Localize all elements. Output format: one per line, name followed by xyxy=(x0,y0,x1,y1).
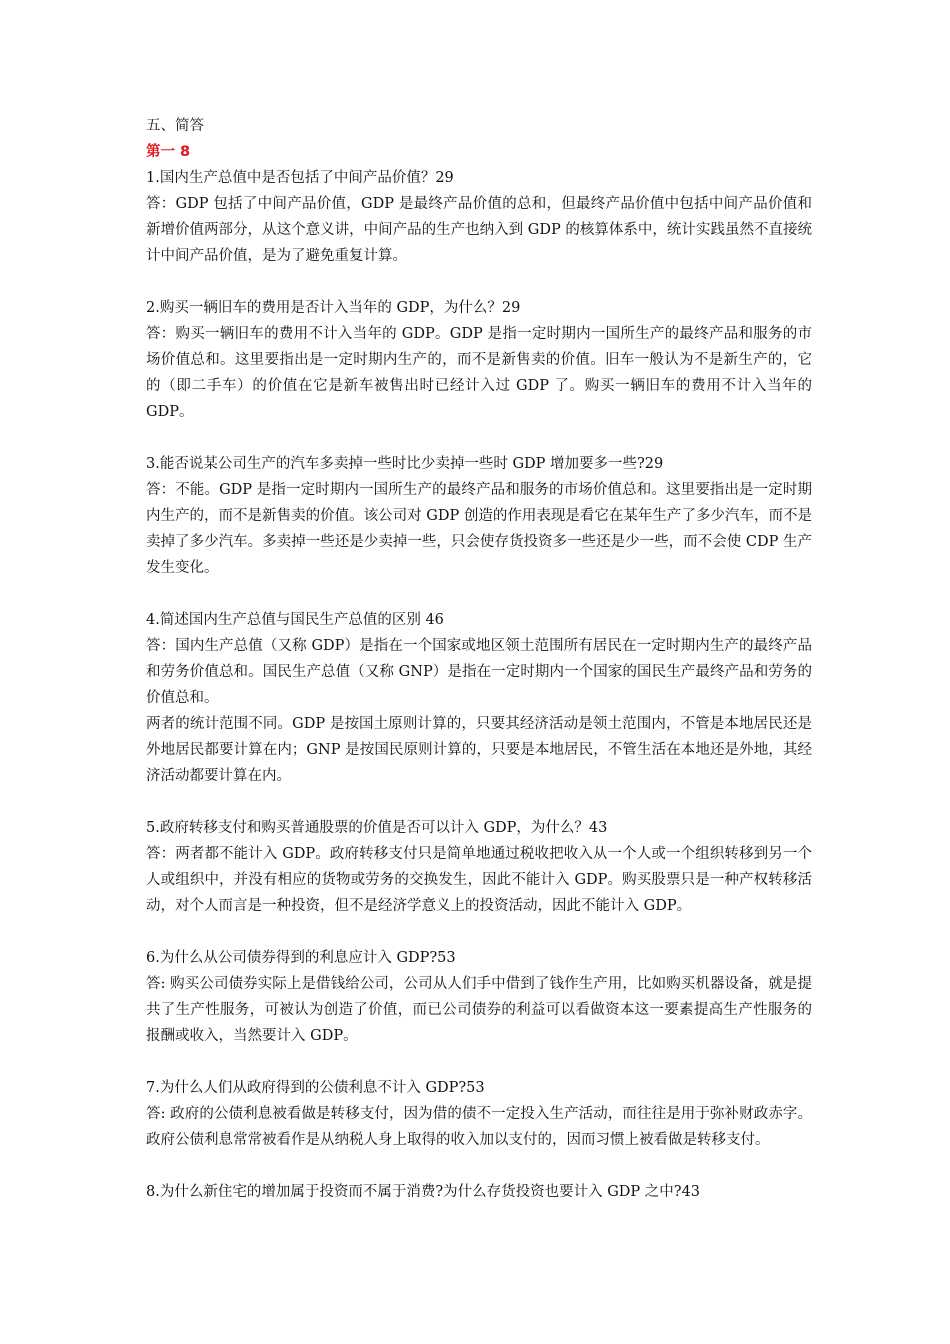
question-2: 2.购买一辆旧车的费用是否计入当年的 GDP，为什么？29 xyxy=(146,300,521,316)
question-7: 7.为什么人们从政府得到的公债利息不计入 GDP?53 xyxy=(146,1080,485,1096)
answer-7: 答: 政府的公债利息被看做是转移支付，因为借的债不一定投入生产活动，而往往是用于弥补财政赤字。政府公债利息常常被看作是从纳税人身上取得的收入加以支付的，因而习惯上被看做是转移支付。 xyxy=(146,1106,812,1148)
section-heading: 五、简答 xyxy=(146,118,204,134)
answer-1: 答：GDP 包括了中间产品价值，GDP 是最终产品价值的总和，但最终产品价值中包括中间产品价值和新增价值两部分，从这个意义讲，中间产品的生产也纳入到 GDP 的核算体系中，统计实践虽然不直接统计中间产品价值，是为了避免重复计算。 xyxy=(146,196,812,264)
paragraph-gap xyxy=(146,1153,812,1179)
answer-4-part-1: 答：国内生产总值（又称 GDP）是指在一个国家或地区领土范围所有居民在一定时期内生产的最终产品和劳务价值总和。国民生产总值（又称 GNP）是指在一定时期内一个国家的国民生产最终产品和劳务的价值总和。 xyxy=(146,638,812,706)
question-6: 6.为什么从公司债券得到的利息应计入 GDP?53 xyxy=(146,950,456,966)
question-4: 4.简述国内生产总值与国民生产总值的区别 46 xyxy=(146,612,444,628)
question-1: 1.国内生产总值中是否包括了中间产品价值？29 xyxy=(146,170,454,186)
paragraph-gap xyxy=(146,425,812,451)
question-8: 8.为什么新住宅的增加属于投资而不属于消费?为什么存货投资也要计入 GDP 之中?43 xyxy=(146,1184,701,1200)
question-3: 3.能否说某公司生产的汽车多卖掉一些时比少卖掉一些时 GDP 增加要多一些?29 xyxy=(146,456,664,472)
answer-5: 答：两者都不能计入 GDP。政府转移支付只是简单地通过税收把收入从一个人或一个组织转移到另一个人或组织中，并没有相应的货物或劳务的交换发生，因此不能计入 GDP。购买股票只是一种产权转移活动，对个人而言是一种投资，但不是经济学意义上的投资活动，因此不能计入 GDP。 xyxy=(146,846,812,914)
answer-6: 答: 购买公司债券实际上是借钱给公司，公司从人们手中借到了钱作生产用，比如购买机器设备，就是提共了生产性服务，可被认为创造了价值，而已公司债券的利益可以看做资本这一要素提高生产性服务的报酬或收入，当然要计入 GDP。 xyxy=(146,976,812,1044)
paragraph-gap xyxy=(146,269,812,295)
paragraph-gap xyxy=(146,789,812,815)
answer-2: 答：购买一辆旧车的费用不计入当年的 GDP。GDP 是指一定时期内一国所生产的最终产品和服务的市场价值总和。这里要指出是一定时期内生产的，而不是新售卖的价值。旧车一般认为不是新生产的，它的（即二手车）的价值在它是新车被售出时已经计入过 GDP 了。购买一辆旧车的费用不计入当年的 GDP。 xyxy=(146,326,812,420)
paragraph-gap xyxy=(146,919,812,945)
chapter-subheading: 第一 8 xyxy=(146,144,191,160)
paragraph-gap xyxy=(146,1049,812,1075)
answer-4-part-2: 两者的统计范围不同。GDP 是按国土原则计算的，只要其经济活动是领土范围内，不管是本地居民还是外地居民都要计算在内；GNP 是按国民原则计算的，只要是本地居民，不管生活在本地还是外地，其经济活动都要计算在内。 xyxy=(146,716,812,784)
paragraph-gap xyxy=(146,581,812,607)
document-page xyxy=(146,113,812,1205)
answer-3: 答：不能。GDP 是指一定时期内一国所生产的最终产品和服务的市场价值总和。这里要指出是一定时期内生产的，而不是新售卖的价值。该公司对 GDP 创造的作用表现是看它在某年生产了多少汽车，而不是卖掉了多少汽车。多卖掉一些还是少卖掉一些，只会使存货投资多一些还是少一些，而不会使 CDP 生产发生变化。 xyxy=(146,482,812,576)
question-5: 5.政府转移支付和购买普通股票的价值是否可以计入 GDP，为什么？43 xyxy=(146,820,608,836)
